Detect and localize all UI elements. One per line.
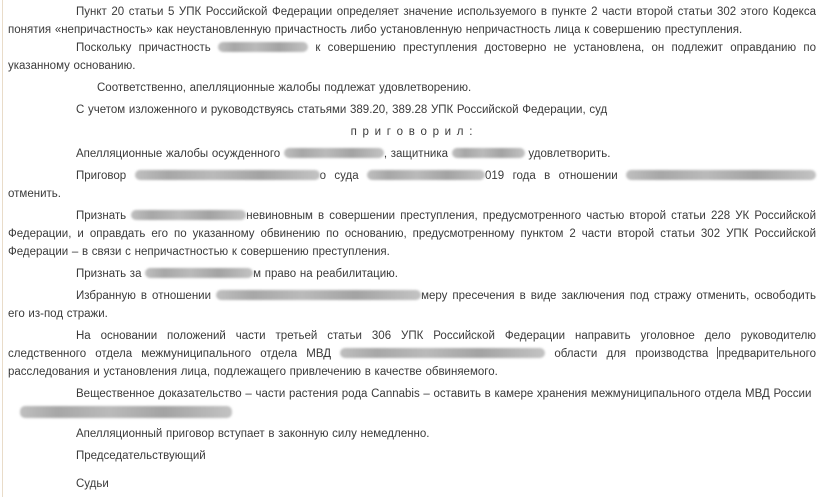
text-run: м право на реабилитацию. [253,268,399,280]
text-run: Признать за [76,268,146,280]
redaction-block [452,148,525,158]
text-run: , защитника [383,148,452,160]
paragraph-presiding-judge [8,447,816,465]
text-run: Вещественное доказательство – части растения рода Cannabis – оставить в камере хранения межмуниципального отдела МВД России [76,388,812,400]
text-run: невиновным в совершении преступления, предусмотренного частью второй статьи 228 УК Российской Федерации, и оправдать его по указанному обвинению по основанию, предусмотренному пунктом 2 части второй статьи 302 УПК Российской Федерации – в связи с непричастностью к совершению преступления. [8,210,817,258]
text-run: предварительного расследования и установления лица, подлежащего привлечению в качестве обвиняемого. [8,348,816,378]
text-run: 019 года в отношении [485,170,627,182]
paragraph-case-referral [8,327,816,381]
text-run: Судьи [76,478,109,490]
paragraph-release-from-custody [8,287,816,323]
text-run: области для производства [545,348,718,360]
redaction-block [218,42,308,52]
text-run: Председательствующий [76,450,206,462]
text-run: На основании положений части третьей статьи 306 УПК Российской Федерации направить уголовное дело руководителю следственного отдела межмуниципального отдела МВД [8,330,816,360]
document-body [8,3,816,497]
redaction-block [367,170,485,180]
text-run: о суда [319,170,367,182]
text-run: к совершению преступления достоверно не установлена, он подлежит оправданию по указанному основанию. [8,42,816,72]
text-run: Соответственно, апелляционные жалобы подлежат удовлетворению. [97,82,472,94]
redaction-block [216,290,421,300]
text-run: п р и г о в о р и л : [350,126,474,138]
paragraph-acquittal [8,207,816,261]
redacted-line [8,403,816,421]
paragraph-cancel-sentence [8,167,816,203]
redaction-block [131,210,246,220]
paragraph-material-evidence [8,385,816,403]
text-run: Поскольку причастность [76,42,219,54]
text-run: Признать [76,210,132,222]
text-run: Приговор [76,170,135,182]
text-run: меру пресечения в виде заключения под стражу отменить, освободить его из-под стражи. [8,290,816,320]
text-run: Избранную в отношении [76,290,217,302]
redaction-block [340,348,545,358]
paragraph-right-to-rehabilitation [8,265,816,283]
text-run: отменить. [8,188,61,200]
page-left-rule [2,0,3,497]
redaction-block [626,170,816,180]
paragraph-appeals-to-be-granted [8,79,816,97]
redaction-block [135,170,320,180]
text-run: Пункт 20 статьи 5 УПК Российской Федерации определяет значение используемого в пункте 2 части второй статьи 302 этого Кодекса понятия «непричастность» как неустановленную причастность либо установленную непричастность лица к совершению преступления. [8,6,816,36]
text-run: удовлетворить. [524,148,611,160]
paragraph-judges [8,475,816,493]
redaction-block [20,406,232,418]
paragraph-grant-appeals [8,145,816,163]
paragraph-guided-by-articles [8,101,816,119]
text-run: Апелляционные жалобы осужденного [76,148,284,160]
text-run: Апелляционный приговор вступает в законную силу немедленно. [76,428,430,440]
redaction-block [145,268,253,278]
text-run: С учетом изложенного и руководствуясь статьями 389.20, 389.28 УПК Российской Федерации, суд [76,104,608,116]
paragraph-involvement-not-established [8,39,816,75]
paragraph-immediate-effect [8,425,816,443]
paragraph-law-definition [8,3,816,39]
paragraph-verdict-heading [8,123,816,141]
redaction-block [284,148,384,158]
